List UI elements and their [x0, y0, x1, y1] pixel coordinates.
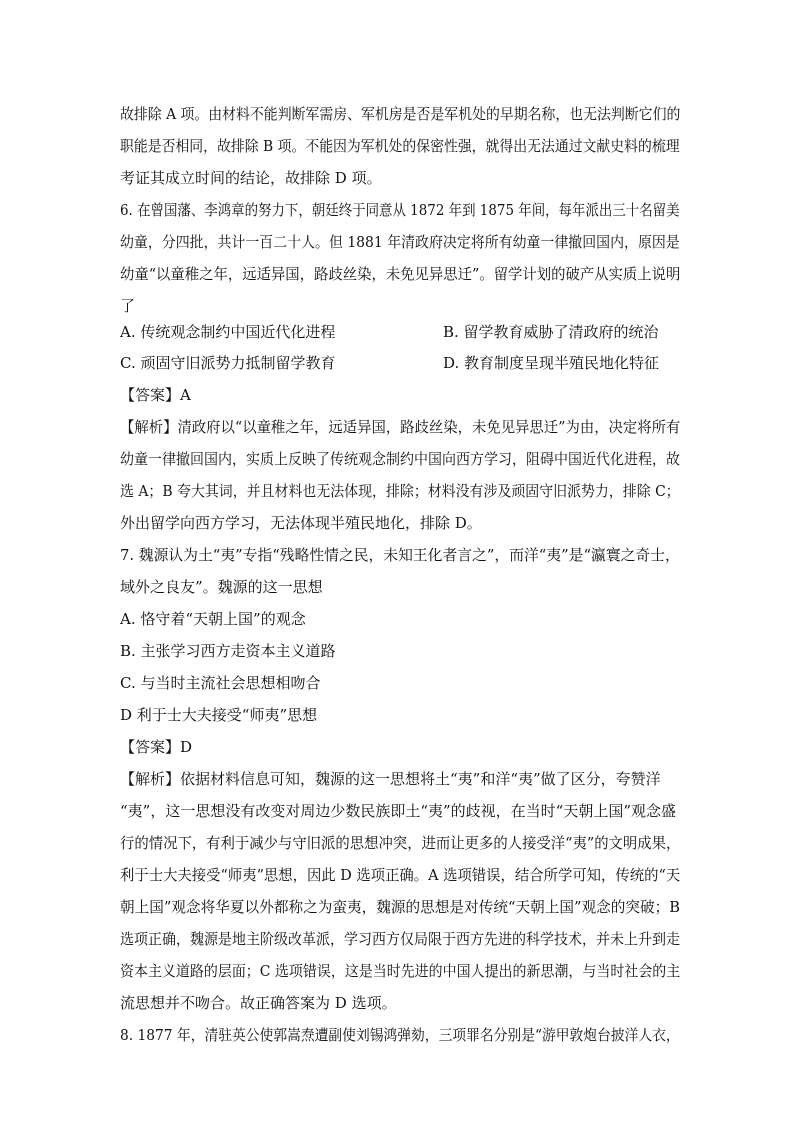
q6-option-a: A. 传统观念制约中国近代化进程 — [120, 323, 336, 341]
q8-stem-line-1: 8. 1877 年，清驻英公使郭嵩焘遭副使刘锡鸿弹劾，三项罪名分别是“游甲敦炮台披洋人衣， — [120, 1026, 680, 1044]
q7-option-d: D 利于士大夫接受“师夷”思想 — [120, 706, 318, 724]
q7-answer: 【答案】D — [120, 738, 193, 756]
q7-analysis-line-8: 流思想并不吻合。故正确答案为 D 选项。 — [120, 994, 397, 1012]
q7-option-c: C. 与当时主流社会思想相吻合 — [120, 674, 321, 692]
q7-stem-line-2: 域外之良友”。魏源的这一思想 — [120, 578, 323, 596]
q7-analysis-line-5: 朝上国”观念将华夏以外都称之为蛮夷，魏源的思想是对传统“天朝上国”观念的突破；B — [120, 898, 681, 916]
q6-analysis-line-1: 【解析】清政府以“以童稚之年，远适异国，路歧丝染，未免见异思迁”为由，决定将所有 — [120, 418, 681, 436]
q5-tail-line-1: 故排除 A 项。由材料不能判断军需房、军机房是否是军机处的早期名称，也无法判断它们的 — [120, 105, 681, 123]
q6-analysis-line-3: 选 A；B 夸大其词，并且材料也无法体现，排除；材料没有涉及顽固守旧派势力，排除 C； — [120, 482, 680, 500]
q5-tail-line-3: 考证其成立时间的结论，故排除 D 项。 — [120, 169, 382, 187]
q7-analysis-line-7: 资本主义道路的层面；C 选项错误，这是当时先进的中国人提出的新思潮，与当时社会的主 — [120, 962, 681, 980]
q6-analysis-line-4: 外出留学向西方学习，无法体现半殖民地化，排除 D。 — [120, 514, 482, 532]
q7-stem-line-1: 7. 魏源认为土“夷”专指“残略性情之民，未知王化者言之”，而洋“夷”是“瀛寰之奇士， — [120, 546, 680, 564]
q6-option-c: C. 顽固守旧派势力抵制留学教育 — [120, 354, 336, 372]
q7-option-a: A. 恪守着“天朝上国”的观念 — [120, 610, 306, 628]
q6-stem-line-1: 6. 在曾国藩、李鸿章的努力下，朝廷终于同意从 1872 年到 1875 年间，每年派出三十名留美 — [120, 201, 680, 219]
q6-answer: 【答案】A — [120, 386, 191, 404]
q6-stem-line-2: 幼童，分四批，共计一百二十人。但 1881 年清政府决定将所有幼童一律撤回国内，原因是 — [120, 233, 680, 251]
q6-option-b: B. 留学教育威胁了清政府的统治 — [443, 323, 659, 341]
q7-analysis-line-1: 【解析】依据材料信息可知，魏源的这一思想将土“夷”和洋“夷”做了区分，夸赞洋 — [120, 770, 661, 788]
q6-stem-line-3: 幼童“以童稚之年，远适异国，路歧丝染，未免见异思迁”。留学计划的破产从实质上说明 — [120, 265, 681, 283]
q6-option-d: D. 教育制度呈现半殖民地化特征 — [443, 354, 660, 372]
q6-stem-line-4: 了 — [120, 297, 136, 315]
q7-option-b: B. 主张学习西方走资本主义道路 — [120, 642, 336, 660]
q5-tail-line-2: 职能是否相同，故排除 B 项。不能因为军机处的保密性强，就得出无法通过文献史料的梳理 — [120, 137, 680, 155]
q7-analysis-line-6: 选项正确，魏源是地主阶级改革派，学习西方仅局限于西方先进的科学技术，并未上升到走 — [120, 930, 680, 948]
q7-analysis-line-3: 行的情况下，有利于减少与守旧派的思想冲突，进而让更多的人接受洋“夷”的文明成果， — [120, 834, 681, 852]
q6-analysis-line-2: 幼童一律撤回国内，实质上反映了传统观念制约中国向西方学习，阻碍中国近代化进程，故 — [120, 450, 680, 468]
q7-analysis-line-4: 利于士大夫接受“师夷”思想，因此 D 选项正确。A 选项错误，结合所学可知，传统的“天 — [120, 866, 681, 884]
q7-analysis-line-2: “夷”，这一思想没有改变对周边少数民族即土“夷”的歧视，在当时“天朝上国”观念盛 — [120, 802, 677, 820]
